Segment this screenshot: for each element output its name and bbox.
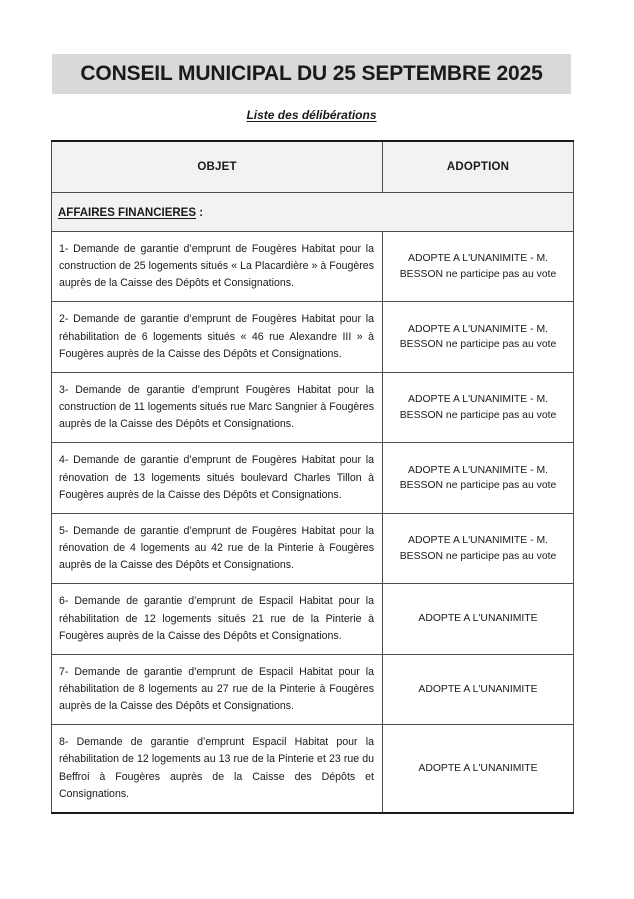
objet-text: 8- Demande de garantie d’emprunt Espacil Habitat pour la réhabilitation de 12 logements au 13 rue de la Pinterie et 23 rue du Beffroi à Fougères auprès de la Caisse des Dépôts et Consignations. xyxy=(59,736,374,800)
table-row xyxy=(52,232,574,302)
section-label-underlined: AFFAIRES FINANCIERES xyxy=(58,206,197,219)
cell-objet xyxy=(52,302,383,372)
table-row xyxy=(52,654,574,724)
cell-adoption xyxy=(383,584,574,654)
objet-text: 2- Demande de garantie d’emprunt de Fougères Habitat pour la réhabilitation de 6 logements situés « 46 rue Alexandre III » à Fougères auprès de la Caisse des Dépôts et Consignations. xyxy=(59,313,374,360)
section-cell xyxy=(52,193,574,232)
document-subtitle xyxy=(52,106,571,124)
cell-objet xyxy=(52,654,383,724)
deliberations-table xyxy=(51,140,574,814)
table-row xyxy=(52,725,574,813)
document-title-banner xyxy=(52,54,571,94)
adoption-text: ADOPTE A L'UNANIMITE - M. BESSON ne participe pas au vote xyxy=(399,464,557,492)
table-body xyxy=(52,193,574,813)
table-header-row xyxy=(52,141,574,193)
column-header-adoption: ADOPTION xyxy=(383,141,574,193)
objet-text: 5- Demande de garantie d’emprunt de Fougères Habitat pour la rénovation de 4 logements au 42 rue de la Pinterie à Fougères auprès de la Caisse des Dépôts et Consignations. xyxy=(59,524,374,572)
table-row xyxy=(52,584,574,654)
adoption-text: ADOPTE A L'UNANIMITE xyxy=(418,613,538,625)
table-row xyxy=(52,302,574,372)
adoption-text: ADOPTE A L'UNANIMITE - M. BESSON ne participe pas au vote xyxy=(399,394,557,421)
objet-text: 4- Demande de garantie d’emprunt de Fougères Habitat pour la rénovation de 13 logements situés boulevard Charles Tillon à Fougères auprès de la Caisse des Dépôts et Consignations. xyxy=(59,454,374,501)
section-row xyxy=(52,193,574,232)
cell-objet xyxy=(52,513,383,583)
objet-text: 3- Demande de garantie d’emprunt Fougères Habitat pour la construction de 11 logements situés rue Marc Sangnier à Fougères auprès de la Caisse des Dépôts et Consignations. xyxy=(59,383,374,431)
cell-adoption xyxy=(383,443,574,513)
cell-adoption xyxy=(383,513,574,583)
adoption-text: ADOPTE A L'UNANIMITE - M. BESSON ne participe pas au vote xyxy=(399,253,557,280)
section-label xyxy=(58,207,203,219)
table-row xyxy=(52,443,574,513)
adoption-text: ADOPTE A L'UNANIMITE - M. BESSON ne participe pas au vote xyxy=(399,535,557,562)
cell-objet xyxy=(52,725,383,813)
objet-text: 6- Demande de garantie d’emprunt de Espacil Habitat pour la réhabilitation de 12 logements situés 21 rue de la Pinterie à Fougères auprès de la Caisse des Dépôts et Consignations. xyxy=(59,595,374,642)
objet-text: 1- Demande de garantie d’emprunt de Fougères Habitat pour la construction de 25 logements situés « La Placardière » à Fougères auprès de la Caisse des Dépôts et Consignations. xyxy=(59,243,374,290)
column-header-objet: OBJET xyxy=(52,141,383,193)
cell-adoption xyxy=(383,654,574,724)
cell-adoption xyxy=(383,372,574,442)
cell-adoption xyxy=(383,232,574,302)
table-row xyxy=(52,513,574,583)
cell-objet xyxy=(52,584,383,654)
adoption-text: ADOPTE A L'UNANIMITE xyxy=(418,762,538,774)
cell-objet xyxy=(52,232,383,302)
cell-adoption xyxy=(383,725,574,813)
objet-text: 7- Demande de garantie d’emprunt de Espacil Habitat pour la réhabilitation de 8 logements au 27 rue de la Pinterie à Fougères auprès de la Caisse des Dépôts et Consignations. xyxy=(59,665,374,713)
cell-objet xyxy=(52,443,383,513)
section-label-suffix: : xyxy=(196,206,204,219)
page-title: CONSEIL MUNICIPAL DU 25 SEPTEMBRE 2025 xyxy=(80,62,543,85)
subtitle-text: Liste des délibérations xyxy=(246,108,377,122)
adoption-text: ADOPTE A L'UNANIMITE - M. BESSON ne participe pas au vote xyxy=(399,323,557,351)
cell-objet xyxy=(52,372,383,442)
adoption-text: ADOPTE A L'UNANIMITE xyxy=(418,683,538,695)
cell-adoption xyxy=(383,302,574,372)
table-row xyxy=(52,372,574,442)
